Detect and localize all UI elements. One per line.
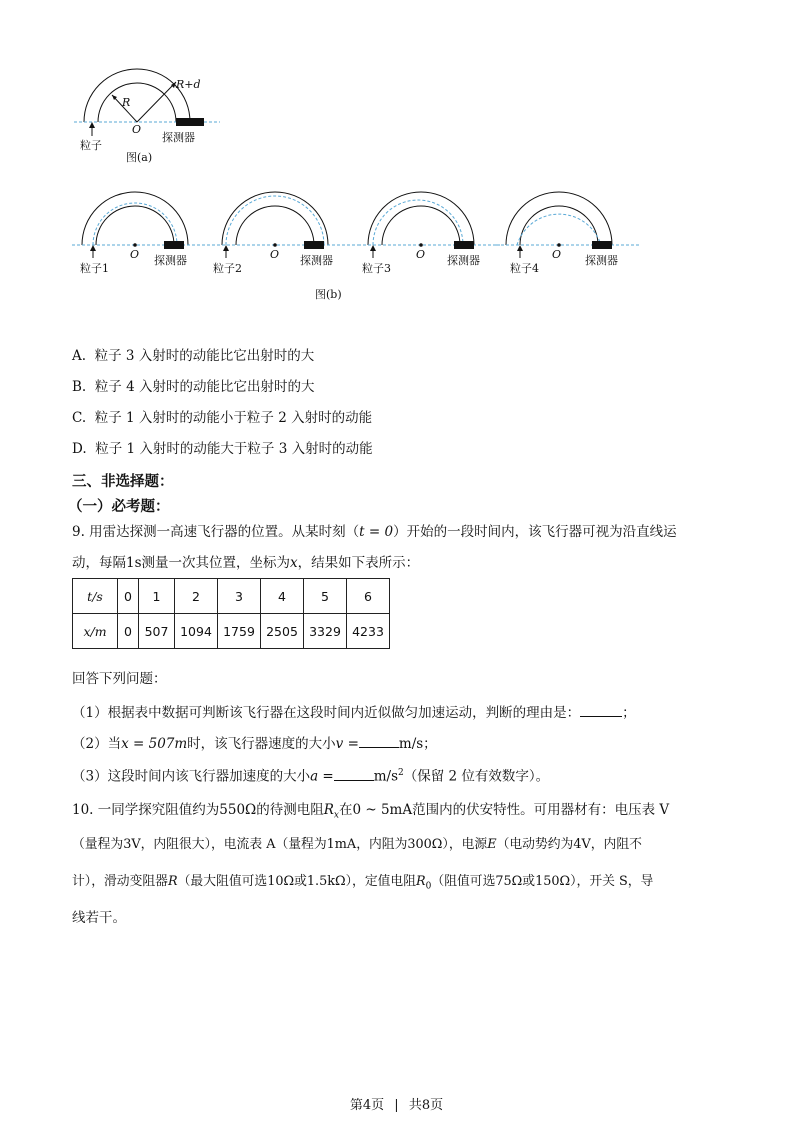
figure-b-o-4: O — [552, 248, 562, 261]
option-b-letter: B. — [72, 379, 87, 395]
figure-a-label-rd: R+d — [176, 78, 201, 91]
figure-b-detector-1: 探测器 — [154, 254, 187, 267]
figure-a-label-r: R — [122, 96, 131, 109]
page-number: 第4页 — [349, 1098, 385, 1113]
table-header-position: x/m — [73, 614, 118, 649]
table-cell: 1 — [139, 579, 175, 614]
option-c — [72, 409, 372, 427]
table-cell: 0 — [118, 579, 139, 614]
page-footer — [0, 1094, 793, 1113]
q10-line-2: （量程为3V，内阻很大），电流表 A（量程为1mA，内阻为300Ω），电源E（电动势约为4V，内阻不 — [72, 837, 642, 852]
figure-b-panel-3 — [358, 192, 500, 275]
page-total: 共8页 — [408, 1098, 444, 1113]
figure-b-detector-2: 探测器 — [300, 254, 333, 267]
figure-a-caption: 图(a) — [126, 151, 153, 164]
table-cell: 4 — [261, 579, 304, 614]
q10-line-3: 计），滑动变阻器R（最大阻值可选10Ω或1.5kΩ），定值电阻$R_0$（阻值可选75Ω或150Ω），开关 S，导 — [72, 874, 654, 892]
figure-b-caption: 图(b) — [315, 288, 342, 301]
table-cell: 4233 — [347, 614, 390, 649]
option-d-letter: D. — [72, 441, 87, 457]
option-d-text: 粒子 1 入射时的动能大于粒子 3 入射时的动能 — [95, 441, 373, 457]
figure-b-o-2: O — [270, 248, 280, 261]
figure-b-o-3: O — [416, 248, 426, 261]
q9-part-2: （2）当x = 507m时，该飞行器速度的大小v = m/s； — [72, 733, 437, 753]
figure-b-particle-2: 粒子2 — [213, 262, 242, 275]
q10-line-1: 10. 一同学探究阻值约为550Ω的待测电阻$R_x$在0 ~ 5mA范围内的伏安特性。可用器材有：电压表 V — [72, 802, 670, 821]
figure-a — [70, 60, 250, 170]
q9-line-2: 动，每隔1s测量一次其位置，坐标为x，结果如下表所示： — [72, 555, 420, 571]
figure-a-outer-arc — [84, 69, 190, 122]
option-b — [72, 378, 314, 396]
figure-b-panel-1 — [72, 192, 220, 275]
figure-a-label-particle: 粒子 — [80, 139, 102, 152]
table-cell: 0 — [118, 614, 139, 649]
table-row-time — [73, 579, 390, 614]
q9-data-table — [72, 578, 390, 649]
figure-b-detector-3: 探测器 — [447, 254, 480, 267]
answer-blank-2[interactable] — [359, 733, 399, 748]
figure-b-panel-2 — [212, 192, 360, 275]
table-cell: 2 — [175, 579, 218, 614]
figure-b-particle-3: 粒子3 — [362, 262, 391, 275]
q9-part-3: （3）这段时间内该飞行器加速度的大小$a = m/s^2$（保留 2 位有效数字）。 — [72, 764, 549, 786]
figure-b-panel-4 — [496, 192, 640, 275]
option-b-text: 粒子 4 入射时的动能比它出射时的大 — [94, 379, 315, 395]
option-d — [72, 440, 373, 458]
figure-b-particle-4: 粒子4 — [510, 262, 539, 275]
option-a-letter: A. — [72, 348, 87, 364]
q9-part-1: （1）根据表中数据可判断该飞行器在这段时间内近似做匀加速运动，判断的理由是： ； — [72, 702, 636, 722]
answer-blank-3[interactable] — [334, 766, 374, 781]
table-cell: 1094 — [175, 614, 218, 649]
figure-b-o-1: O — [130, 248, 140, 261]
q9-prompt: 回答下列问题： — [72, 671, 167, 687]
figure-a-inner-arc — [98, 83, 176, 122]
option-a-text: 粒子 3 入射时的动能比它出射时的大 — [94, 348, 315, 364]
table-cell: 2505 — [261, 614, 304, 649]
q10-line-4: 线若干。 — [72, 910, 126, 926]
q9-line-1: 9. 用雷达探测一高速飞行器的位置。从某时刻（t = 0）开始的一段时间内，该飞行器可视为沿直线运 — [72, 524, 677, 540]
figure-a-detector — [176, 118, 204, 126]
option-a — [72, 347, 314, 365]
subsection-1-heading: （一）必考题： — [68, 499, 170, 515]
table-cell: 1759 — [218, 614, 261, 649]
table-cell: 507 — [139, 614, 175, 649]
figure-b — [70, 180, 670, 305]
table-cell: 6 — [347, 579, 390, 614]
table-cell: 5 — [304, 579, 347, 614]
figure-a-label-o: O — [132, 123, 142, 136]
footer-separator: | — [394, 1098, 399, 1113]
table-cell: 3 — [218, 579, 261, 614]
option-c-text: 粒子 1 入射时的动能小于粒子 2 入射时的动能 — [94, 410, 373, 426]
option-c-letter: C. — [72, 410, 87, 426]
table-cell: 3329 — [304, 614, 347, 649]
figure-a-label-detector: 探测器 — [162, 131, 195, 144]
figure-b-particle-1: 粒子1 — [80, 262, 109, 275]
table-row-position — [73, 614, 390, 649]
table-header-time: t/s — [73, 579, 118, 614]
figure-b-detector-4: 探测器 — [585, 254, 618, 267]
section-3-heading: 三、非选择题： — [72, 474, 174, 490]
answer-blank-1[interactable] — [580, 702, 622, 717]
